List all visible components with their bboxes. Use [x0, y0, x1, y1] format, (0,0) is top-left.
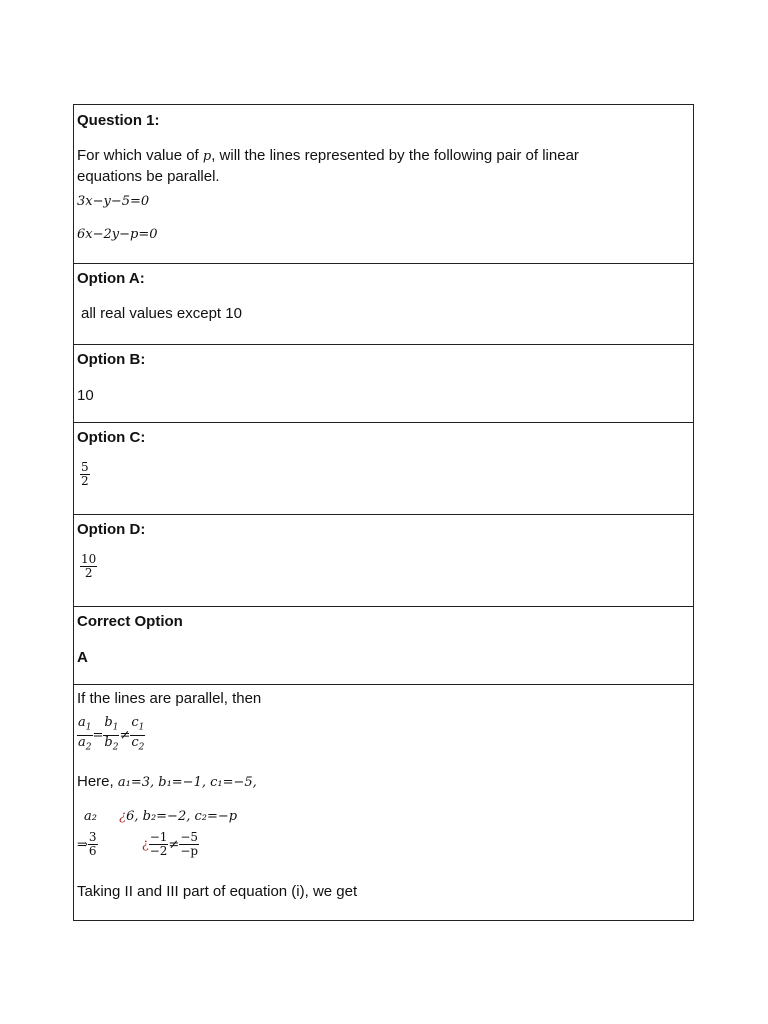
here-line: Here, a₁=3, b₁=−1, c₁=−5,: [77, 773, 257, 790]
option-d-fraction: $\frac{10}{2}$: [81, 552, 97, 580]
solution-closing: Taking II and III part of equation (i), we get: [77, 883, 358, 900]
equation-2: 6x−2y−p=0: [77, 227, 158, 242]
solution-intro: If the lines are parallel, then: [77, 690, 262, 707]
option-a-row: [74, 264, 693, 345]
option-c-value: [80, 461, 90, 488]
correct-option-heading: Correct Option: [77, 613, 183, 630]
option-c-fraction: $\frac{5}{2}$: [81, 460, 89, 488]
option-d-heading: Option D:: [77, 521, 146, 538]
option-a-heading: Option A:: [77, 270, 145, 287]
equation-1: 3x−y−5=0: [77, 194, 150, 209]
correct-option-row: [74, 607, 693, 685]
question-text-line2: equations be parallel.: [77, 168, 220, 185]
option-b-row: [74, 345, 693, 423]
option-b-value: 10: [77, 387, 94, 404]
option-d-value: [80, 553, 97, 580]
question-text: For which value of p, will the lines represented by the following pair of linear: [77, 147, 579, 164]
option-d-row: [74, 515, 693, 607]
variable-p: p: [202, 149, 212, 164]
option-a-value: all real values except 10: [81, 305, 242, 322]
solution-row: [74, 685, 693, 922]
second-line-values: a₂ ¿6, b₂=−2, c₂=−p: [84, 809, 238, 824]
question-table: [73, 104, 694, 921]
option-c-heading: Option C:: [77, 429, 146, 446]
question-heading: Question 1:: [77, 112, 160, 129]
correct-option-value: A: [77, 649, 88, 666]
option-b-heading: Option B:: [77, 351, 146, 368]
question-row: [74, 105, 693, 264]
parallel-condition: $\frac{a_1}{a_2}$ = $\frac{b_1}{b_2}$ ≠ $\frac{c_1}{c_2}$: [78, 715, 145, 753]
option-c-row: [74, 423, 693, 515]
ratio-line: ⇒ $\frac{3}{6}$ ¿ $\frac{-1}{-2}$ ≠ $\frac{-5}{-p}$: [77, 830, 199, 858]
